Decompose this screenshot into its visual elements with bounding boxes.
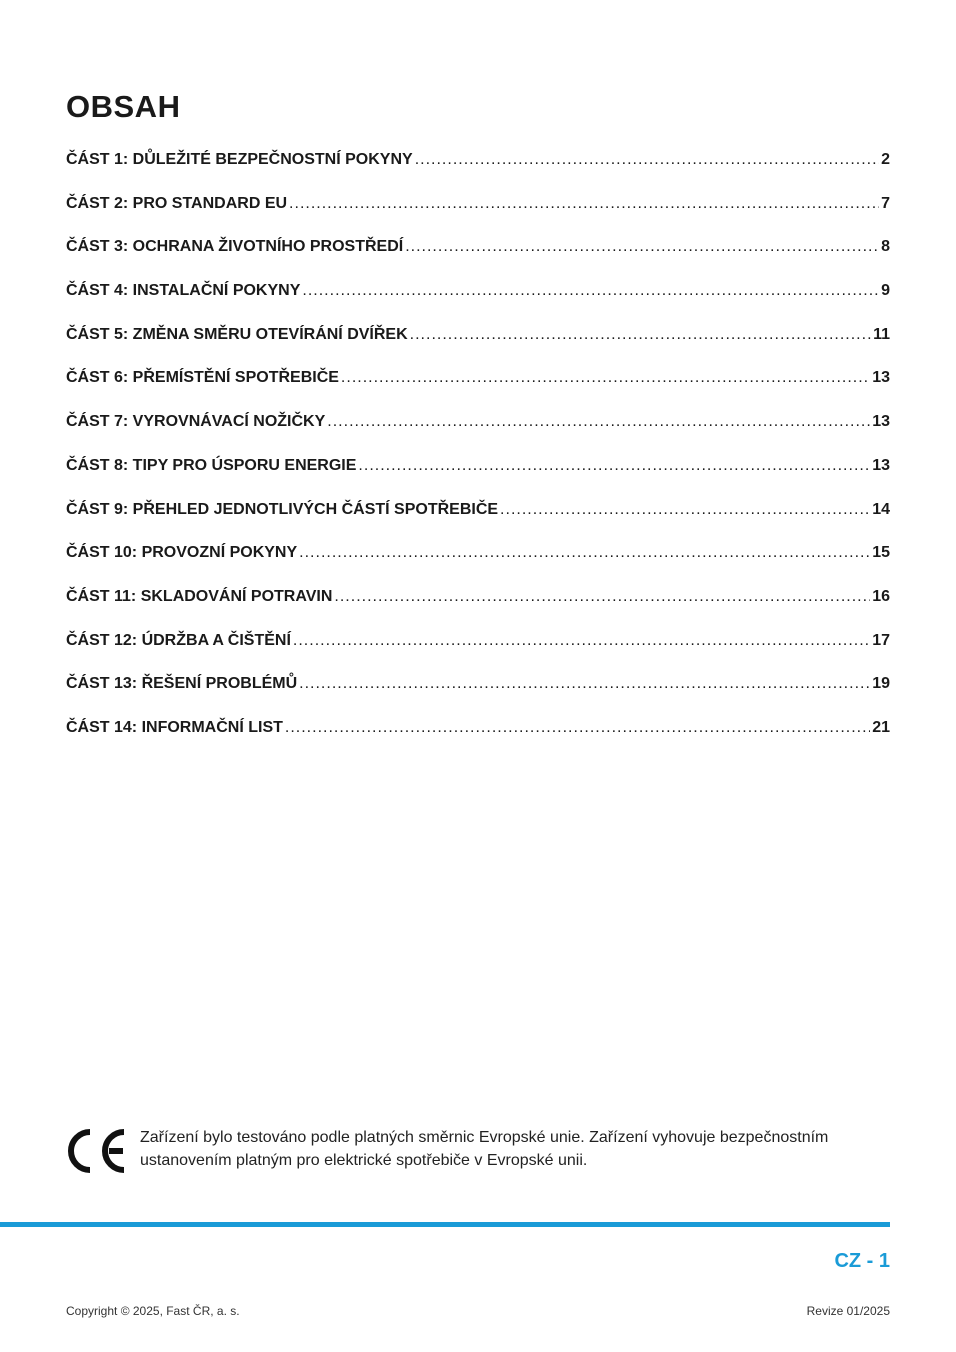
toc-leader-dots (299, 671, 870, 697)
toc-entry[interactable] (66, 278, 890, 322)
toc-entry[interactable] (66, 715, 890, 759)
toc-entry-page: 8 (881, 238, 890, 256)
toc-entry-page: 21 (872, 718, 890, 736)
toc-entry-label: ČÁST 2: PRO STANDARD EU (66, 194, 288, 212)
toc-entry-page: 2 (881, 151, 890, 168)
toc-entry-page: 15 (872, 544, 890, 562)
toc-entry-page: 13 (872, 456, 890, 474)
toc-entry-page: 11 (873, 325, 890, 343)
ce-mark-icon (66, 1127, 128, 1175)
toc-entry-page: 7 (881, 194, 890, 212)
ce-declaration (66, 1126, 890, 1175)
copyright-text: Copyright © 2025, Fast ČR, a. s. (66, 1304, 240, 1318)
toc-leader-dots (299, 540, 870, 566)
toc-entry-page: 9 (881, 282, 890, 300)
footer-divider (0, 1222, 890, 1227)
toc-entry-label: ČÁST 10: PROVOZNÍ POKYNY (66, 544, 298, 562)
toc-leader-dots (358, 453, 870, 479)
toc-leader-dots (293, 628, 870, 654)
page-title: OBSAH (66, 89, 181, 124)
toc-entry-page: 14 (872, 500, 890, 518)
toc-entry[interactable] (66, 540, 890, 584)
toc-entry[interactable] (66, 365, 890, 409)
toc-entry-page: 16 (872, 587, 890, 605)
toc-leader-dots (500, 497, 870, 523)
ce-statement (140, 1126, 828, 1172)
toc-entry[interactable] (66, 497, 890, 541)
toc-leader-dots (415, 147, 879, 173)
table-of-contents (66, 147, 890, 759)
page-number: CZ - 1 (834, 1250, 890, 1272)
toc-entry-label: ČÁST 14: INFORMAČNÍ LIST (66, 718, 283, 736)
toc-entry[interactable] (66, 409, 890, 453)
toc-entry-label: ČÁST 7: VYROVNÁVACÍ NOŽIČKY (66, 413, 326, 431)
toc-entry-label: ČÁST 13: ŘEŠENÍ PROBLÉMŮ (66, 675, 298, 693)
toc-entry-label: ČÁST 12: ÚDRŽBA A ČIŠTĚNÍ (66, 631, 291, 649)
toc-entry[interactable] (66, 628, 890, 672)
toc-entry-page: 13 (872, 413, 890, 431)
toc-entry-label: ČÁST 1: DŮLEŽITÉ BEZPEČNOSTNÍ POKYNY (66, 151, 413, 168)
toc-entry-label: ČÁST 5: ZMĚNA SMĚRU OTEVÍRÁNÍ DVÍŘEK (66, 325, 408, 343)
toc-entry-label: ČÁST 8: TIPY PRO ÚSPORU ENERGIE (66, 456, 357, 474)
toc-entry[interactable] (66, 191, 890, 235)
toc-leader-dots (341, 365, 870, 391)
revision-text: Revize 01/2025 (806, 1304, 890, 1318)
toc-leader-dots (405, 234, 879, 260)
toc-entry-page: 17 (872, 631, 890, 649)
ce-statement-line: Zařízení bylo testováno podle platných směrnic Evropské unie. Zařízení vyhovuje bezpečnostním (140, 1129, 829, 1146)
toc-leader-dots (302, 278, 879, 304)
toc-leader-dots (410, 322, 871, 348)
toc-leader-dots (334, 584, 870, 610)
toc-entry[interactable] (66, 453, 890, 497)
toc-entry[interactable] (66, 234, 890, 278)
toc-entry-page: 19 (872, 675, 890, 693)
toc-entry[interactable] (66, 584, 890, 628)
toc-entry-label: ČÁST 11: SKLADOVÁNÍ POTRAVIN (66, 587, 333, 605)
toc-entry-label: ČÁST 9: PŘEHLED JEDNOTLIVÝCH ČÁSTÍ SPOTŘEBIČE (66, 500, 499, 518)
ce-statement-line: ustanovením platným pro elektrické spotřebiče v Evropské unii. (140, 1152, 588, 1169)
toc-entry-label: ČÁST 3: OCHRANA ŽIVOTNÍHO PROSTŘEDÍ (66, 238, 404, 256)
toc-entry-page: 13 (872, 369, 890, 387)
toc-entry[interactable] (66, 671, 890, 715)
toc-leader-dots (289, 191, 879, 217)
toc-entry[interactable] (66, 147, 890, 191)
toc-leader-dots (285, 715, 870, 741)
toc-entry-label: ČÁST 4: INSTALAČNÍ POKYNY (66, 282, 301, 300)
toc-entry-label: ČÁST 6: PŘEMÍSTĚNÍ SPOTŘEBIČE (66, 369, 339, 387)
toc-leader-dots (327, 409, 870, 435)
toc-entry[interactable] (66, 322, 890, 366)
